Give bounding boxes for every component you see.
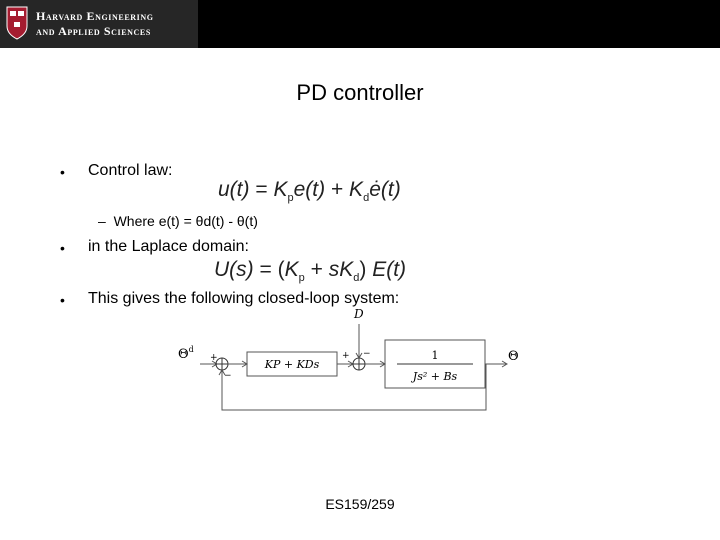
sub-bullet-text: Where e(t) = θd(t) - θ(t)	[113, 213, 258, 229]
eq-subscript: d	[353, 272, 360, 284]
eq-term: K	[284, 258, 299, 281]
eq-term: +	[330, 178, 344, 201]
eq-subscript: p	[287, 192, 294, 204]
laplace-equation	[214, 258, 406, 284]
bullet-text: Control law:	[88, 162, 173, 179]
slide-footer: ES159/259	[325, 496, 395, 512]
eq-term: K	[349, 178, 364, 201]
plus-sign: +	[342, 351, 350, 361]
shield-icon	[6, 6, 28, 40]
bullet-marker: •	[60, 164, 65, 180]
eq-subscript: p	[298, 272, 305, 284]
logo-text	[36, 9, 154, 39]
minus-sign: −	[363, 349, 371, 359]
plant-denominator: Js² + Bs	[412, 370, 458, 383]
sub-bullet	[98, 213, 258, 229]
sub-bullet-dash: –	[98, 213, 106, 229]
bullet-text: This gives the following closed-loop system:	[88, 290, 400, 307]
eq-subscript: d	[363, 192, 370, 204]
eq-term: U(s)	[214, 258, 254, 281]
block-diagram	[170, 302, 530, 418]
harvard-logo	[0, 0, 198, 48]
eq-term: E(t)	[372, 258, 407, 281]
minus-sign: −	[224, 371, 232, 381]
header-bar	[0, 0, 720, 48]
eq-term: ė(t)	[369, 178, 401, 201]
eq-term: =	[255, 178, 268, 201]
controller-label: KP + KDs	[264, 358, 320, 371]
eq-term: u(t)	[218, 178, 250, 201]
logo-line-2: and Applied Sciences	[36, 24, 151, 38]
eq-term: (	[277, 258, 285, 281]
plus-sign: +	[210, 353, 218, 363]
eq-term: =	[259, 258, 272, 281]
output-label: Θ	[508, 349, 519, 364]
eq-term: )	[359, 258, 367, 281]
bullet-marker: •	[60, 292, 65, 308]
eq-term: K	[339, 258, 354, 281]
eq-term: s	[328, 258, 340, 281]
input-label: $\Theta^d$	[178, 345, 194, 362]
slide-title: PD controller	[296, 80, 424, 105]
eq-term: e(t)	[293, 178, 326, 201]
bullet-marker: •	[60, 240, 65, 256]
disturbance-label: D	[354, 307, 364, 321]
bullet-text: in the Laplace domain:	[88, 238, 249, 255]
logo-line-1: Harvard Engineering	[36, 9, 154, 23]
eq-term: K	[273, 178, 288, 201]
plant-numerator: 1	[431, 349, 439, 362]
eq-term: +	[310, 258, 323, 281]
control-law-equation	[218, 178, 401, 204]
